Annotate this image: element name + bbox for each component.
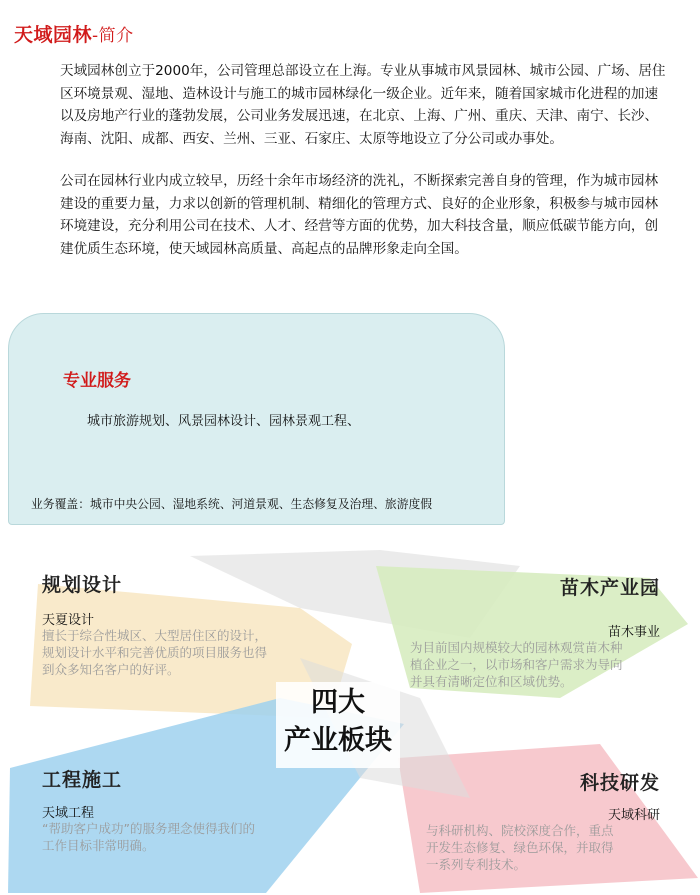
nursery-subtitle: 苗木事业 bbox=[607, 625, 660, 640]
planning-desc-line-3: 到众多知名客户的好评。 bbox=[42, 662, 180, 677]
planning-desc-line-1: 擅长于综合性城区、大型居住区的设计， bbox=[42, 628, 268, 643]
engineering-subtitle: 天域工程 bbox=[42, 806, 95, 821]
page-title bbox=[14, 20, 134, 47]
nursery-desc-line-2: 植企业之一，以市场和客户需求为导向 bbox=[410, 657, 623, 672]
sectors-collage bbox=[0, 548, 700, 895]
intro-section bbox=[60, 60, 670, 260]
research-desc-line-3: 一系列专利技术。 bbox=[426, 857, 527, 872]
engineering-desc-line-2: 工作目标非常明确。 bbox=[42, 838, 155, 853]
services-panel bbox=[8, 313, 505, 525]
research-desc-line-1: 与科研机构、院校深度合作，重点 bbox=[426, 823, 614, 838]
engineering-desc-line-1: “帮助客户成功”的服务理念使得我们的 bbox=[42, 821, 255, 836]
planning-description bbox=[42, 627, 267, 678]
nursery-description bbox=[410, 639, 623, 690]
intro-paragraph-1: 天域园林创立于2000年，公司管理总部设立在上海。专业从事城市风景园林、城市公园、广场、居住区环境景观、湿地、造林设计与施工的城市园林绿化一级企业。近年来，随着国家城市化进程的加速以及房地产行业的蓬勃发展，公司业务发展迅速，在北京、上海、广州、重庆、天津、南宁、长沙、海南、沈阳、成都、西安、兰州、三亚、石家庄、太原等地设立了分公司或办事处。 bbox=[60, 63, 666, 147]
business-coverage: 业务覆盖：城市中央公园、湿地系统、河道景观、生态修复及治理、旅游度假 bbox=[31, 497, 433, 511]
nursery-desc-line-1: 为目前国内规模较大的园林观赏苗木种 bbox=[410, 640, 623, 655]
company-name: 天域园林 bbox=[14, 24, 93, 46]
research-subtitle: 天域科研 bbox=[607, 808, 660, 823]
planning-desc-line-2: 规划设计水平和完善优质的项目服务也得 bbox=[42, 645, 268, 660]
research-description bbox=[426, 822, 614, 873]
services-title: 专业服务 bbox=[63, 371, 131, 391]
title-suffix: -简介 bbox=[92, 26, 134, 46]
services-list: 城市旅游规划、风景园林设计、园林景观工程、 bbox=[87, 414, 361, 429]
nursery-desc-line-3: 并具有清晰定位和区域优势。 bbox=[410, 674, 573, 689]
intro-paragraph-2: 公司在园林行业内成立较早，历经十余年市场经济的洗礼，不断探索完善自身的管理，作为城市园林建设的重要力量，力求以创新的管理机制、精细化的管理方式、良好的企业形象，积极参与城市园林环境建设，充分利用公司在技术、人才、经营等方面的优势，加大科技含量，顺应低碳节能方向，创建优质生态环境，使天域园林高质量、高起点的品牌形象走向全国。 bbox=[60, 173, 659, 257]
planning-subtitle: 天夏设计 bbox=[42, 613, 95, 628]
engineering-description bbox=[42, 820, 255, 854]
engineering-heading: 工程施工 bbox=[42, 769, 123, 791]
center-label-line-2: 产业板块 bbox=[284, 725, 392, 756]
planning-heading: 规划设计 bbox=[42, 574, 123, 596]
research-heading: 科技研发 bbox=[579, 772, 660, 794]
center-label bbox=[268, 684, 408, 760]
nursery-heading: 苗木产业园 bbox=[559, 577, 660, 599]
research-desc-line-2: 开发生态修复、绿色环保，并取得 bbox=[426, 840, 614, 855]
center-label-line-1: 四大 bbox=[311, 687, 365, 718]
